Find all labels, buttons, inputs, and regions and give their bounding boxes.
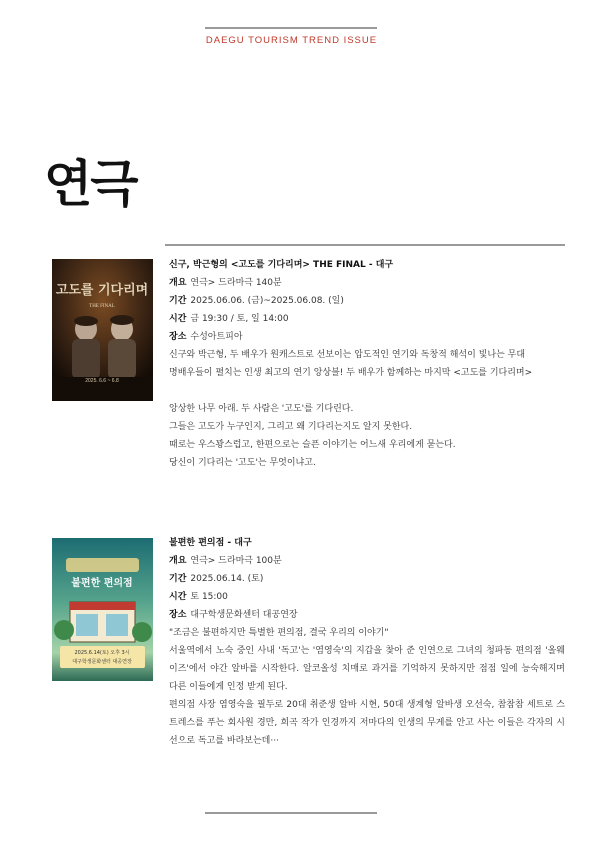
overview-label: 개요 — [169, 278, 187, 288]
time-label: 시간 — [169, 314, 187, 324]
poster-godot-date: 2025. 6.6 ~ 6.8 — [85, 378, 119, 384]
period-value: 2025.06.06. (금)~2025.06.08. (일) — [190, 296, 344, 306]
time-label: 시간 — [169, 592, 187, 602]
entry-venue — [169, 606, 565, 624]
entry-description: 앙상한 나무 아래. 두 사람은 '고도'를 기다린다. — [169, 404, 354, 414]
venue-value: 대구학생문화센터 대공연장 — [190, 610, 298, 620]
venue-label: 장소 — [169, 610, 187, 620]
entry-convenience-store — [169, 534, 565, 750]
overview-value: 연극> 드라마극 100분 — [190, 556, 282, 566]
poster-convenience-title: 불편한 편의점 — [71, 578, 133, 589]
entry-period — [169, 292, 565, 310]
entry-time — [169, 310, 565, 328]
entry-description: 당신이 기다리는 '고도'는 무엇이냐고. — [169, 458, 316, 468]
period-value: 2025.06.14. (토) — [190, 574, 264, 584]
time-value: 토 15:00 — [190, 592, 228, 602]
entry-overview — [169, 274, 565, 292]
poster-convenience-venue: 대구학생문화센터 대공연장 — [72, 659, 132, 665]
poster-godot-art — [52, 259, 153, 401]
entry-venue — [169, 328, 565, 346]
section-title: 연극 — [44, 155, 137, 213]
poster-convenience-date: 2025.6.14(토) 오후 3시 — [74, 650, 130, 656]
entry-description: "조금은 불편하지만 특별한 편의점, 결국 우리의 이야기" — [169, 628, 389, 638]
poster-godot-subtitle: THE FINAL — [89, 304, 115, 309]
entry-description: 명배우들이 펼치는 인생 최고의 연기 앙상블! 두 배우가 함께하는 마지막 <고도를 기다리며> — [169, 368, 533, 378]
entry-description: 그들은 고도가 누구인지, 그리고 왜 기다리는지도 알지 못한다. — [169, 422, 413, 432]
period-label: 기간 — [169, 296, 187, 306]
period-label: 기간 — [169, 574, 187, 584]
header-rule — [205, 27, 377, 29]
entry-period — [169, 570, 565, 588]
poster-godot-title: 고도를 기다리며 — [55, 283, 149, 298]
entry-title: 신구, 박근형의 <고도를 기다리며> THE FINAL - 대구 — [169, 260, 394, 270]
entry-description: 신구와 박근형, 두 배우가 원캐스트로 선보이는 압도적인 연기와 독창적 해석이 빛나는 무대 — [169, 350, 526, 360]
section-rule — [165, 244, 565, 246]
poster-godot — [52, 259, 153, 401]
entry-title: 불편한 편의점 - 대구 — [169, 538, 252, 548]
entry-time — [169, 588, 565, 606]
venue-label: 장소 — [169, 332, 187, 342]
venue-value: 수성아트피아 — [190, 332, 243, 342]
entry-overview — [169, 552, 565, 570]
time-value: 금 19:30 / 토, 일 14:00 — [190, 314, 289, 324]
entry-godot — [169, 256, 565, 472]
poster-convenience-store — [52, 538, 153, 681]
overview-label: 개요 — [169, 556, 187, 566]
entry-description: 서울역에서 노숙 중인 사내 '독고'는 '염영숙'의 지갑을 찾아 준 인연으로 그녀의 청파동 편의점 '올웨이즈'에서 야간 알바를 시작한다. 알코올성 치매로 과거를 기억하지 못하지만 점점 일에 능숙해지며 다른 이들에게 인정 받게 된다. — [169, 646, 565, 692]
header-title: DAEGU TOURISM TREND ISSUE — [205, 35, 378, 46]
overview-value: 연극> 드라마극 140분 — [190, 278, 282, 288]
footer-rule — [205, 812, 377, 814]
entry-description: 편의점 사장 염영숙을 필두로 20대 취준생 알바 시현, 50대 생계형 알바생 오선숙, 참참참 세트로 스트레스를 푸는 회사원 경만, 희곡 작가 인경까지 저마다의 인생의 무게를 안고 사는 이들은 각자의 시선으로 독고를 바라보는데··· — [169, 700, 565, 746]
poster-convenience-art — [52, 538, 153, 681]
entry-description: 때로는 우스꽝스럽고, 한편으로는 슬픈 이야기는 어느새 우리에게 묻는다. — [169, 440, 456, 450]
